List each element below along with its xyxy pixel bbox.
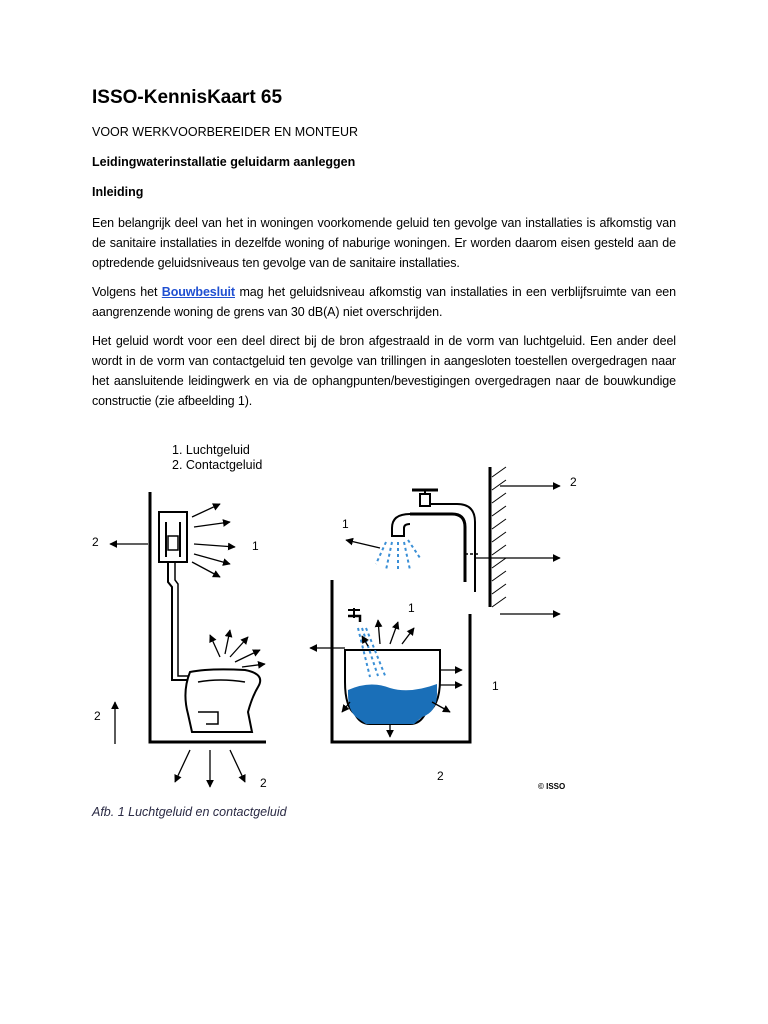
paragraph-3: Het geluid wordt voor een deel direct bij de bron afgestraald in de vorm van luchtgeluid. Een ander deel wordt in de vorm van contactgeluid ten gevolge van trillingen in aangesloten toestellen overgedragen naar het aansluitende leidingwerk en via de ophangpunten/bevestigingen overgedragen naar de bouwkundige constructie (zie afbeelding 1). [92, 334, 676, 408]
isso-copyright: © ISSO [538, 782, 566, 791]
paragraph-2-post: mag het geluidsniveau afkomstig van installaties in een verblijfsruimte van een aangrenzende woning de grens van 30 dB(A) niet overschrijden. [92, 285, 676, 319]
toilet-label-2-bottom: 2 [260, 776, 267, 790]
legend-contactgeluid: 2. Contactgeluid [172, 458, 263, 472]
sound-diagram [80, 432, 600, 802]
faucet-illustration [392, 467, 506, 607]
faucet-arrows [346, 486, 560, 614]
toilet-label-2-floor: 2 [94, 709, 101, 723]
figure-caption: Afb. 1 Luchtgeluid en contactgeluid [92, 805, 287, 819]
toilet-illustration [150, 492, 266, 742]
section-heading: Inleiding [92, 185, 144, 199]
paragraph-2 [92, 282, 676, 322]
legend-luchtgeluid: 1. Luchtgeluid [172, 443, 250, 457]
faucet-label-2: 2 [570, 475, 577, 489]
bath-label-1-top: 1 [408, 601, 415, 615]
bath-label-2: 2 [437, 769, 444, 783]
document-page [92, 86, 676, 420]
faucet-spray [376, 540, 420, 572]
bouwbesluit-link[interactable]: Bouwbesluit [161, 285, 235, 299]
audience-line: VOOR WERKVOORBEREIDER EN MONTEUR [92, 125, 358, 139]
document-title: ISSO-KennisKaart 65 [92, 87, 283, 108]
toilet-label-1: 1 [252, 539, 259, 553]
bath-label-1-right: 1 [492, 679, 499, 693]
paragraph-2-pre: Volgens het [92, 285, 162, 299]
faucet-label-1: 1 [342, 517, 349, 531]
toilet-label-2-left: 2 [92, 535, 99, 549]
paragraph-1: Een belangrijk deel van het in woningen voorkomende geluid ten gevolge van installaties is afkomstig van de sanitaire installaties in dezelfde woning of naburige woningen. Er worden daarom eisen gesteld aan de optredende geluidsniveaus ten gevolge van de sanitaire installaties. [92, 216, 676, 270]
subject-heading: Leidingwaterinstallatie geluidarm aanleggen [92, 155, 356, 169]
